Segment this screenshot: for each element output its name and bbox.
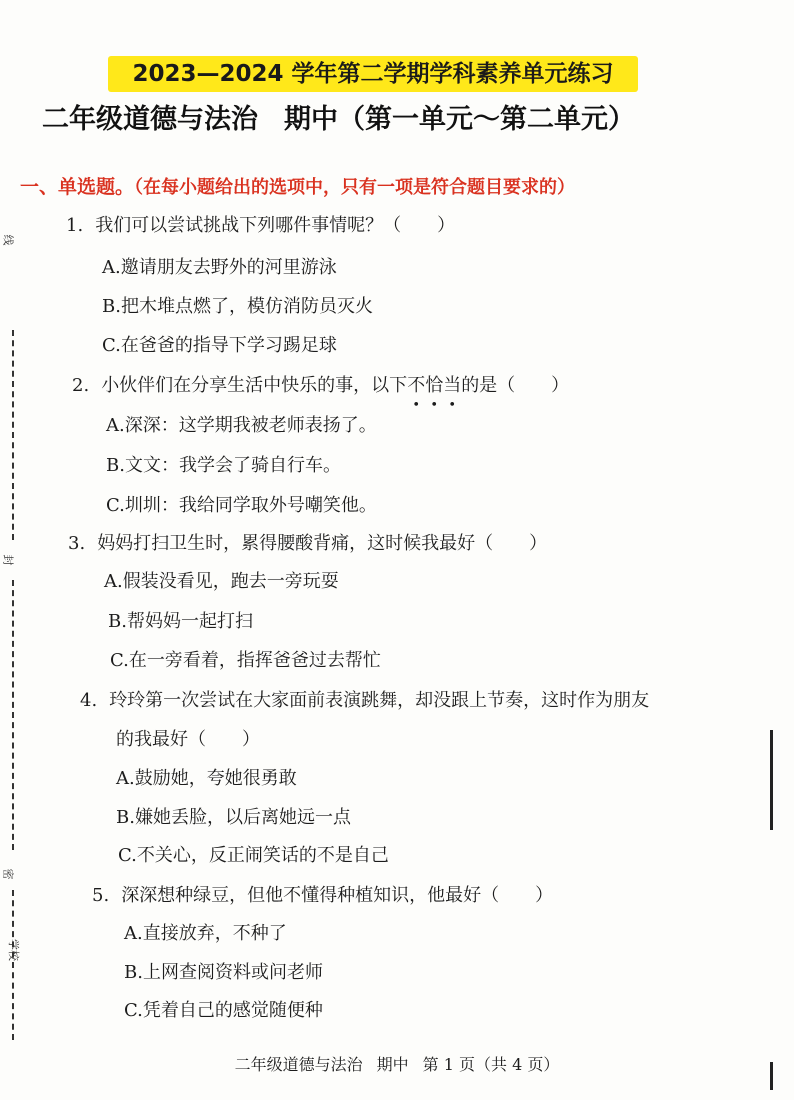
question-2-option-b[interactable]: B.文文：我学会了骑自行车。 <box>106 455 341 476</box>
question-4-stem <box>80 685 649 717</box>
question-2-option-a[interactable]: A.深深：这学期我被老师表扬了。 <box>106 415 377 436</box>
question-2-stem <box>72 370 569 402</box>
question-number: 1. <box>66 215 84 236</box>
question-4-option-b[interactable]: B.嫌她丢脸，以后离她远一点 <box>116 807 351 828</box>
question-text: 我们可以尝试挑战下列哪件事情呢？（ ） <box>95 215 456 236</box>
question-1-option-c[interactable]: C.在爸爸的指导下学习踢足球 <box>102 335 337 356</box>
question-number: 2. <box>72 375 90 396</box>
footer-page-number: 第 1 页（共 4 页） <box>422 1055 560 1074</box>
question-text: 深深想种绿豆，但他不懂得种植知识，他最好（ ） <box>121 885 554 906</box>
binding-mark: 线 <box>1 234 15 246</box>
question-1-option-a[interactable]: A.邀请朋友去野外的河里游泳 <box>102 257 337 278</box>
section-instruction: （在每小题给出的选项中，只有一项是符合题目要求的） <box>134 177 576 198</box>
question-3-option-b[interactable]: B.帮妈妈一起打扫 <box>108 611 253 632</box>
question-text: 小伙伴们在分享生活中快乐的事，以下 <box>101 375 408 396</box>
question-number: 4. <box>80 690 98 711</box>
question-3-stem <box>68 528 547 560</box>
binding-dashed-line <box>12 330 14 540</box>
binding-dashed-line <box>12 580 14 850</box>
page-footer <box>0 1052 794 1078</box>
question-5-stem <box>92 880 553 912</box>
footer-subject: 二年级道德与法治 <box>234 1055 363 1074</box>
question-4-option-a[interactable]: A.鼓励她，夸她很勇敢 <box>116 768 297 789</box>
question-4-stem-cont: 的我最好（ ） <box>116 729 260 750</box>
binding-dashed-line <box>12 890 14 1040</box>
question-3-option-a[interactable]: A.假装没看见，跑去一旁玩耍 <box>104 571 339 592</box>
section-title: 单选题。 <box>58 176 135 198</box>
emphasis-char: 恰 <box>425 375 444 396</box>
question-text-end: 的是（ ） <box>461 375 570 396</box>
emphasis-char: 当 <box>443 375 462 396</box>
question-number: 5. <box>92 885 110 906</box>
binding-mark: 密 <box>1 868 15 880</box>
exam-subtitle <box>42 100 742 140</box>
question-text: 妈妈打扫卫生时，累得腰酸背痛，这时候我最好（ ） <box>97 533 548 554</box>
question-1-stem <box>66 210 455 242</box>
emphasis-char: 不 <box>407 375 426 396</box>
binding-mark: 封 <box>1 554 15 566</box>
scan-mark <box>770 730 773 830</box>
question-text: 玲玲第一次尝试在大家面前表演跳舞，却没跟上节奏，这时作为朋友 <box>109 690 650 711</box>
question-3-option-c[interactable]: C.在一旁看着，指挥爸爸过去帮忙 <box>110 650 381 671</box>
binding-mark: 学校 <box>7 939 20 961</box>
footer-exam: 期中 <box>376 1055 409 1074</box>
subject-title: 二年级道德与法治 <box>42 104 258 135</box>
question-5-option-c[interactable]: C.凭着自己的感觉随便种 <box>124 1000 323 1021</box>
section-heading <box>20 170 575 204</box>
section-number: 一、 <box>20 176 59 198</box>
exam-banner: 2023—2024 学年第二学期学科素养单元练习 <box>108 56 638 92</box>
question-number: 3. <box>68 533 86 554</box>
question-5-option-b[interactable]: B.上网查阅资料或问老师 <box>124 962 323 983</box>
question-5-option-a[interactable]: A.直接放弃，不种了 <box>124 923 287 944</box>
exam-range: 期中（第一单元～第二单元） <box>284 104 635 135</box>
question-2-option-c[interactable]: C.圳圳：我给同学取外号嘲笑他。 <box>106 495 377 516</box>
question-1-option-b[interactable]: B.把木堆点燃了，模仿消防员灭火 <box>102 296 373 317</box>
question-4-option-c[interactable]: C.不关心，反正闹笑话的不是自己 <box>118 845 389 866</box>
